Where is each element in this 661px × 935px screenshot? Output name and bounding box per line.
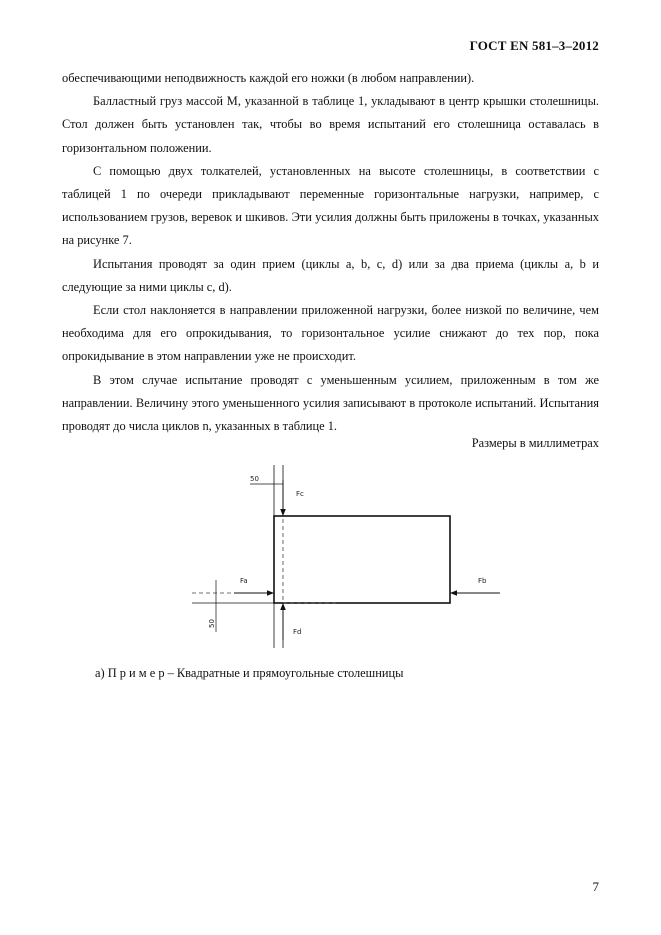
document-code-header: ГОСТ EN 581–3–2012: [469, 38, 599, 53]
page-number: 7: [592, 879, 599, 894]
dimension-label-top: 50: [250, 475, 259, 483]
force-label-b: Fb: [478, 577, 487, 585]
dimensions-note: Размеры в миллиметрах: [471, 436, 599, 450]
dimension-label-left: 50: [208, 619, 216, 628]
table-top-rectangle: [274, 516, 450, 603]
force-label-d: Fd: [293, 628, 302, 636]
force-label-a: Fa: [240, 577, 248, 585]
paragraph: Балластный груз массой M, указанной в таблице 1, укладывают в центр крышки столешницы. Стол должен быть установлен так, чтобы во время испытаний его столешница оставалась в горизонтальном положении.: [62, 94, 599, 155]
paragraph: Испытания проводят за один прием (циклы a, b, c, d) или за два приема (циклы a, b и следующие за ними циклы c, d).: [62, 256, 599, 294]
paragraph: Если стол наклоняется в направлении приложенной нагрузки, более низкой по величине, чем необходима для его опрокидывания, то горизонтальное усилие снижают до тех пор, пока опрокидывание в этом направлении уже не происходит.: [62, 303, 599, 364]
figure-caption: а) П р и м е р – Квадратные и прямоугольные столешницы: [95, 666, 404, 680]
paragraph: В этом случае испытание проводят с уменьшенным усилием, приложенным в том же направлении. Величину этого уменьшенного усилия записывают в протоколе испытаний. Испытания проводят до числа циклов n, указанных в таблице 1.: [62, 372, 599, 434]
paragraph: обеспечивающими неподвижность каждой его ножки (в любом направлении).: [62, 71, 475, 85]
force-label-c: Fc: [296, 490, 304, 498]
paragraph: С помощью двух толкателей, установленных на высоте столешницы, в соответствии с таблицей 1 по очереди прикладывают переменные горизонтальные нагрузки, например, с использованием грузов, веревок и шкивов. Эти усилия должны быть приложены в точках, указанных на рисунке 7.: [62, 163, 599, 248]
